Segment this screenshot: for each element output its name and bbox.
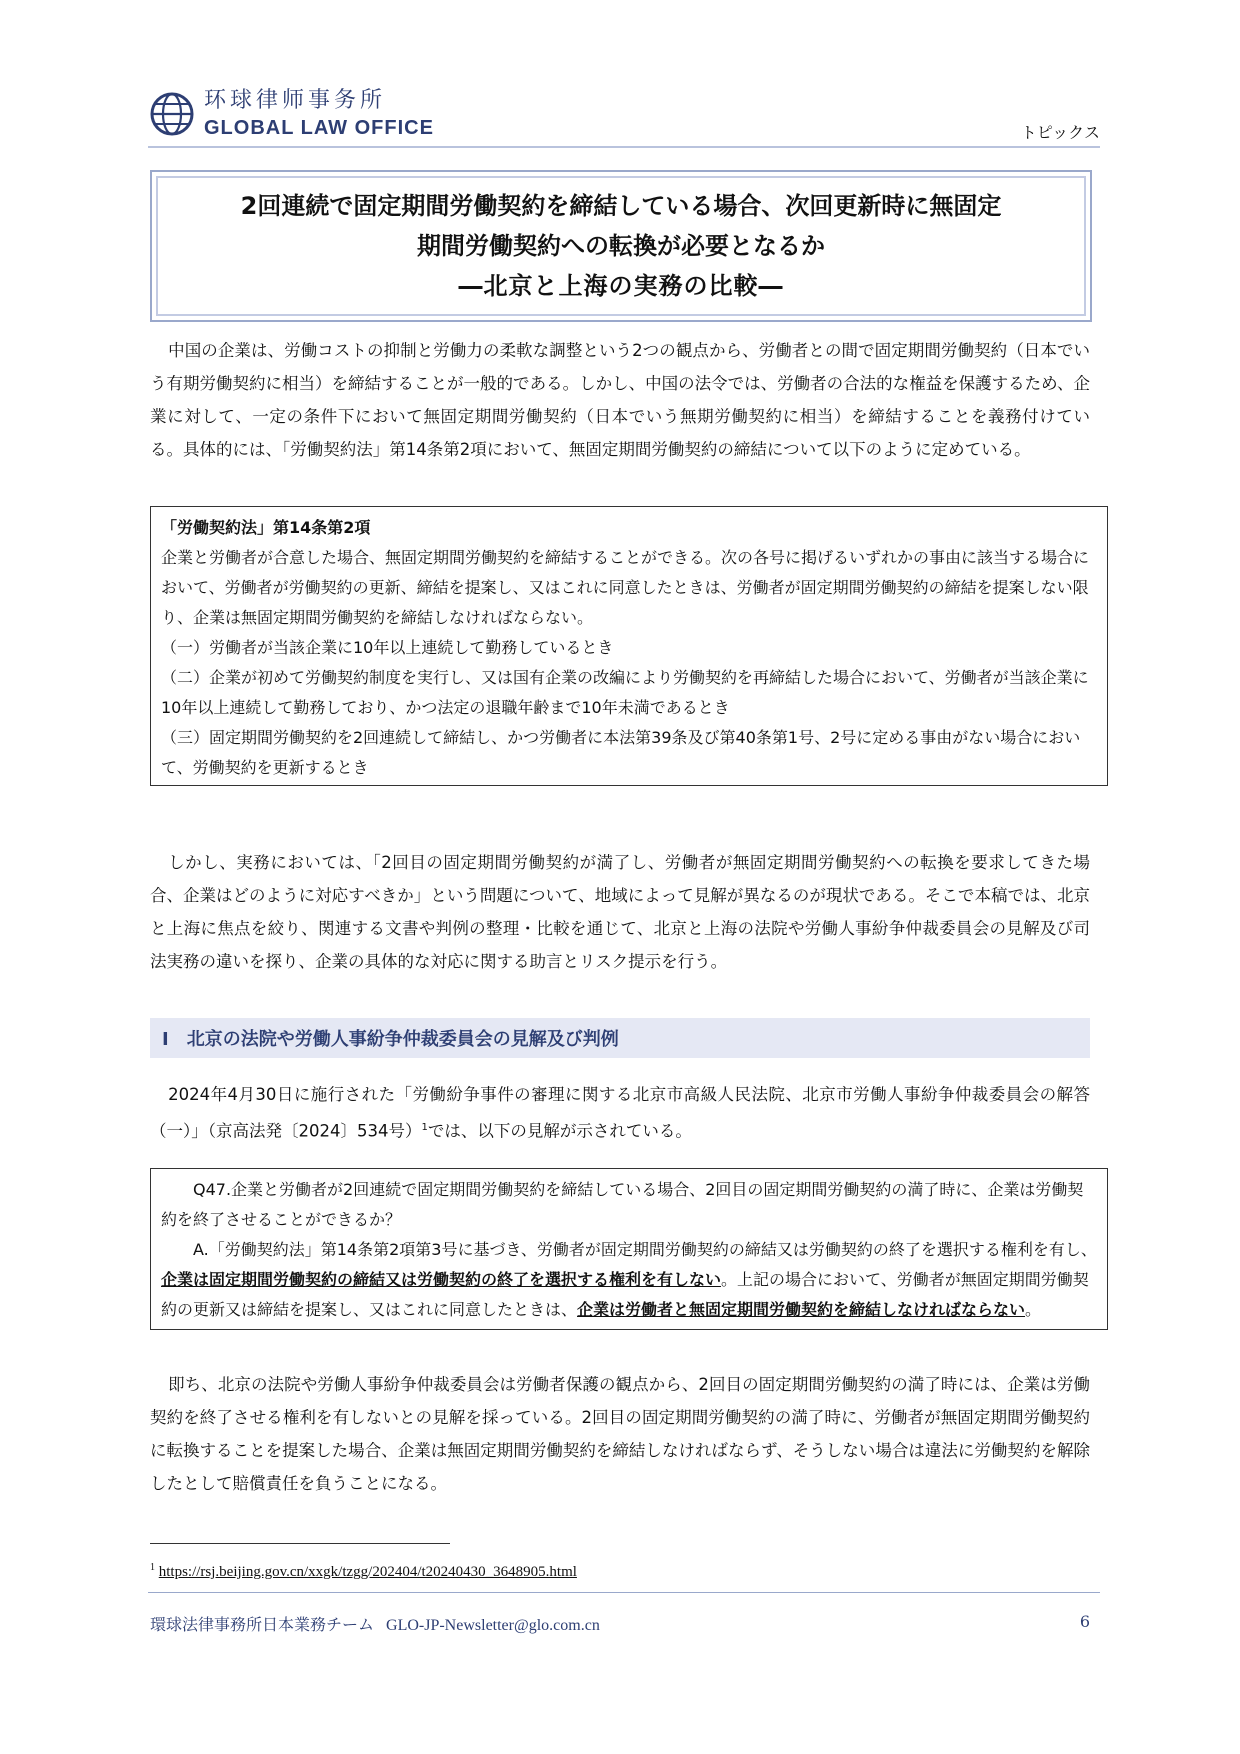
beijing-intro-text-end: では、以下の見解が示されている。 [427,1121,692,1141]
qa-answer [161,1235,1097,1325]
globe-icon [150,92,194,136]
conclusion-paragraph: 即ち、北京の法院や労働人事紛争仲裁委員会は労働者保護の観点から、2回目の固定期間労働契約の満了時には、企業は労働契約を終了させる権利を有しないとの見解を採っている。2回目の固定期間労働契約の満了時に、労働者が無固定期間労働契約に転換することを提案した場合、企業は無固定期間労働契約を締結しなければならず、そうしない場合は違法に労働契約を解除したとして賠償責任を負うことになる。 [150,1375,1090,1493]
qa-box [150,1168,1108,1330]
footer-team-name: 環球法律事務所日本業務チーム [150,1615,375,1634]
footnote-number: 1 [150,1562,155,1573]
footnote-divider [150,1543,450,1544]
page-number: 6 [1079,1612,1090,1631]
intro-paragraph: 中国の企業は、労働コストの抑制と労働力の柔軟な調整という2つの観点から、労働者との間で固定期間労働契約（日本でいう有期労働契約に相当）を締結することが一般的である。しかし、中国の法令では、労働者の合法的な権益を保護するため、企業に対して、一定の条件下において無固定期間労働契約（日本でいう無期労働契約に相当）を締結することを義務付けている。具体的には、「労働契約法」第14条第2項において、無固定期間労働契約の締結について以下のように定めている。 [150,341,1090,459]
footer-divider [148,1592,1100,1593]
category-label: トピックス [1020,123,1100,142]
title-line-2: 期間労働契約への転換が必要となるか [417,232,825,260]
beijing-intro-text: 2024年4月30日に施行された「労働紛争事件の審理に関する北京市高級人民法院、北京市労働人事紛争仲裁委員会の解答（一）」（京高法発〔2024〕534号） [150,1085,1090,1141]
title-box [150,170,1092,322]
law-item-1: （一）労働者が当該企業に10年以上連続して勤務しているとき [161,638,614,657]
beijing-intro-paragraph [150,1078,1090,1148]
footnote [150,1562,577,1581]
title-line-1: 2回連続で固定期間労働契約を締結している場合、次回更新時に無固定 [240,192,1002,220]
qa-answer-text-3: 。 [1025,1300,1042,1319]
header-divider [148,146,1100,148]
law-item-2: （二）企業が初めて労働契約制度を実行し、又は国有企業の改編により労働契約を再締結した場合において、労働者が当該企業に10年以上連続して勤務しており、かつ法定の退職年齢まで10年未満であるとき [161,668,1089,717]
footer-email[interactable]: GLO-JP-Newsletter@glo.com.cn [386,1617,600,1634]
law-quote-box [150,506,1108,786]
qa-answer-text-2: 。上記の場合において、労働者が無固定期間労働契約の更新又は締結を提案し、又はこれに同意したときは、 [161,1270,1089,1319]
law-quote-title: 「労働契約法」第14条第2項 [161,518,371,537]
problem-paragraph: しかし、実務においては、「2回目の固定期間労働契約が満了し、労働者が無固定期間労働契約への転換を要求してきた場合、企業はどのように対応すべきか」という問題について、地域によって見解が異なるのが現状である。そこで本稿では、北京と上海に焦点を絞り、関連する文書や判例の整理・比較を通じて、北京と上海の法院や労働人事紛争仲裁委員会の見解及び司法実務の違いを探り、企業の具体的な対応に関する助言とリスク提示を行う。 [150,853,1090,971]
section-heading-1: I 北京の法院や労働人事紛争仲裁委員会の見解及び判例 [150,1018,1090,1058]
qa-question: Q47.企業と労働者が2回連続で固定期間労働契約を締結している場合、2回目の固定期間労働契約の満了時に、企業は労働契約を終了させることができるか？ [161,1180,1084,1229]
logo-cn-text: 环球律师事务所 [204,88,387,113]
title-subtitle: ―北京と上海の実務の比較― [458,272,784,300]
logo-en-text: GLOBAL LAW OFFICE [204,117,434,139]
footer-info [150,1612,600,1635]
qa-answer-emphasis-1: 企業は固定期間労働契約の締結又は労働契約の終了を選択する権利を有しない [161,1270,722,1289]
law-quote-text: 企業と労働者が合意した場合、無固定期間労働契約を締結することができる。次の各号に掲げるいずれかの事由に該当する場合において、労働者が労働契約の更新、締結を提案し、又はこれに同意したときは、労働者が固定期間労働契約の締結を提案しない限り、企業は無固定期間労働契約を締結しなければならない。 [161,548,1090,627]
footnote-ref[interactable]: 1 [421,1122,428,1133]
qa-answer-emphasis-2: 企業は労働者と無固定期間労働契約を締結しなければならない [577,1300,1026,1319]
logo [150,86,434,142]
footnote-link[interactable]: https://rsj.beijing.gov.cn/xxgk/tzgg/202404/t20240430_3648905.html [158,1564,577,1580]
law-item-3: （三）固定期間労働契約を2回連続して締結し、かつ労働者に本法第39条及び第40条第1号、2号に定める事由がない場合において、労働契約を更新するとき [161,728,1081,777]
qa-answer-text-1: A.「労働契約法」第14条第2項第3号に基づき、労働者が固定期間労働契約の締結又は労働契約の終了を選択する権利を有し、 [193,1240,1097,1259]
